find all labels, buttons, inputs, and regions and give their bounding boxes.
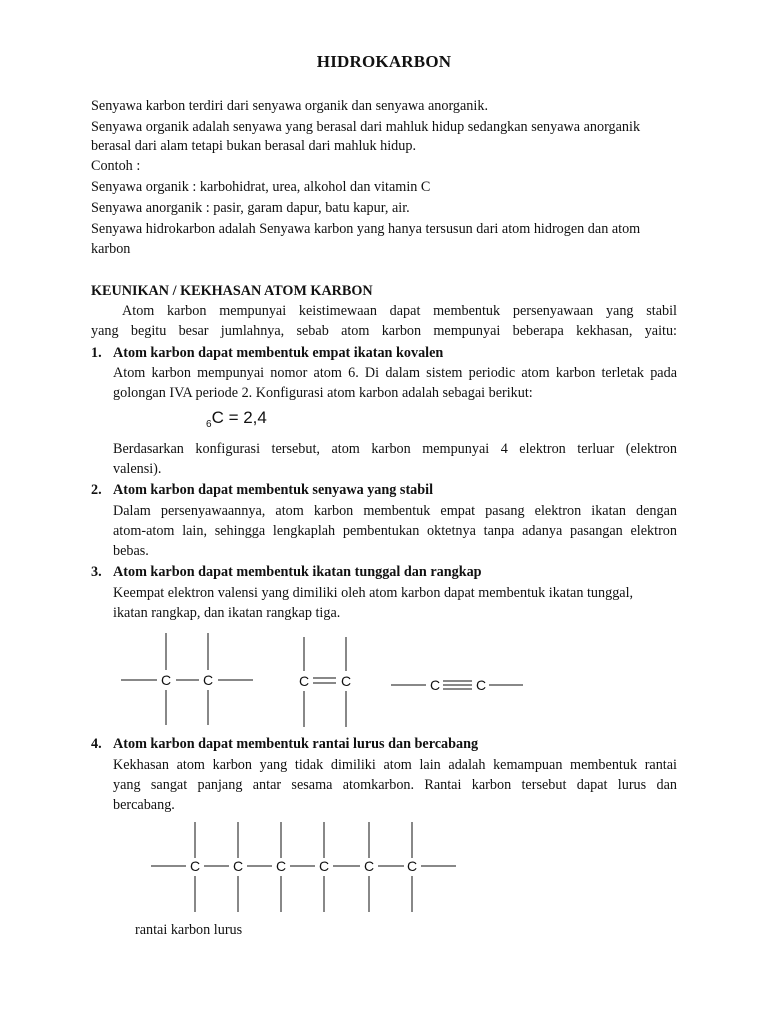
section-heading: KEUNIKAN / KEKHASAN ATOM KARBON [91, 283, 373, 299]
double-bond-atom-2: C [340, 673, 352, 689]
point-1-line-2: golongan IVA periode 2. Konfigurasi atom karbon adalah sebagai berikut: [113, 385, 533, 401]
point-1-line-4: valensi). [113, 461, 162, 477]
point-2-line-1: Dalam persenyawaannya, atom karbon membentuk empat pasang elektron ikatan dengan [113, 503, 677, 519]
page-title: HIDROKARBON [316, 52, 452, 71]
chain-atom-5: C [363, 858, 375, 874]
chain-atom-2: C [232, 858, 244, 874]
point-2-line-2: atom-atom lain, sehingga lengkaplah pembentukan oktetnya tanpa adanya pasangan elektron [113, 523, 677, 539]
intro-line-3: berasal dari alam tetapi bukan berasal dari mahluk hidup. [91, 138, 417, 154]
point-2-heading: Atom karbon dapat membentuk senyawa yang stabil [113, 482, 434, 498]
single-bond-atom-2: C [202, 672, 214, 688]
single-bond-structure [121, 633, 253, 725]
intro-line-8: karbon [91, 241, 131, 257]
point-3-number: 3. [91, 564, 102, 580]
atomic-number: 6 [206, 419, 212, 430]
chain-atom-3: C [275, 858, 287, 874]
section-intro-line-2: yang begitu besar jumlahnya, sebab atom karbon mempunyai beberapa kekhasan, yaitu: [91, 323, 677, 339]
section-intro-line-1: Atom karbon mempunyai keistimewaan dapat membentuk persenyawaan yang stabil [122, 303, 677, 319]
point-4-line-2: yang sangat panjang antar sesama atomkarbon. Rantai karbon tersebut dapat lurus dan [113, 777, 677, 793]
point-1-number: 1. [91, 345, 102, 361]
chain-atom-1: C [189, 858, 201, 874]
chain-caption: rantai karbon lurus [135, 922, 243, 938]
point-1-line-3: Berdasarkan konfigurasi tersebut, atom karbon mempunyai 4 elektron terluar (elektron [113, 441, 677, 457]
point-4-heading: Atom karbon dapat membentuk rantai lurus dan bercabang [113, 736, 479, 752]
point-4-number: 4. [91, 736, 102, 752]
intro-line-2: Senyawa organik adalah senyawa yang berasal dari mahluk hidup sedangkan senyawa anorganik [91, 119, 641, 135]
intro-line-6: Senyawa anorganik : pasir, garam dapur, batu kapur, air. [91, 200, 410, 216]
triple-bond-atom-1: C [429, 677, 441, 693]
triple-bond-structure [391, 681, 523, 689]
point-3-line-2: ikatan rangkap, dan ikatan rangkap tiga. [113, 605, 341, 621]
intro-line-4: Contoh : [91, 158, 141, 174]
intro-line-1: Senyawa karbon terdiri dari senyawa organik dan senyawa anorganik. [91, 98, 488, 114]
configuration-text: C = 2,4 [211, 408, 267, 427]
double-bond-atom-1: C [298, 673, 310, 689]
point-3-line-1: Keempat elektron valensi yang dimiliki oleh atom karbon dapat membentuk ikatan tunggal, [113, 585, 634, 601]
point-1-heading: Atom karbon dapat membentuk empat ikatan kovalen [113, 345, 444, 361]
point-4-line-3: bercabang. [113, 797, 175, 813]
double-bond-structure [304, 637, 346, 727]
chain-atom-4: C [318, 858, 330, 874]
single-bond-atom-1: C [160, 672, 172, 688]
point-2-number: 2. [91, 482, 102, 498]
point-4-line-1: Kekhasan atom karbon yang tidak dimiliki atom lain adalah kemampuan membentuk rantai [113, 757, 677, 773]
intro-line-5: Senyawa organik : karbohidrat, urea, alkohol dan vitamin C [91, 179, 431, 195]
triple-bond-atom-2: C [475, 677, 487, 693]
chain-atom-6: C [406, 858, 418, 874]
intro-line-7: Senyawa hidrokarbon adalah Senyawa karbon yang hanya tersusun dari atom hidrogen dan atom [91, 221, 641, 237]
point-3-heading: Atom karbon dapat membentuk ikatan tunggal dan rangkap [113, 564, 482, 580]
point-1-line-1: Atom karbon mempunyai nomor atom 6. Di dalam sistem periodic atom karbon terletak pada [113, 365, 677, 381]
point-2-line-3: bebas. [113, 543, 149, 559]
